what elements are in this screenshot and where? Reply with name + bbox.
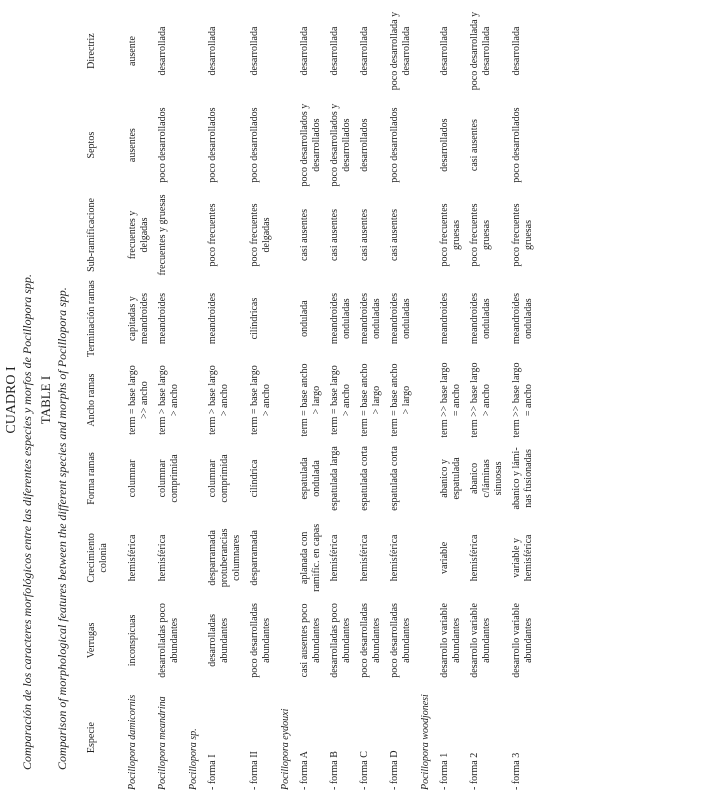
- cell: meandroides onduladas: [469, 293, 492, 345]
- header-especie: Especie: [86, 722, 97, 754]
- header-row: [82, 4, 124, 794]
- species-cell: - forma I: [207, 754, 218, 790]
- cell: poco frecuentes gruesas: [469, 203, 492, 267]
- cell: capitadas y meandroides: [127, 293, 150, 345]
- species-group-cell: Pocillopora woodjonesi: [420, 694, 431, 790]
- header-subramificacion: Sub-ramificacione: [86, 198, 97, 272]
- cell: ausentes: [127, 128, 138, 163]
- cell: columnar comprimida: [157, 454, 180, 503]
- species-cell: - forma C: [359, 751, 370, 790]
- cell: frecuentes y gruesas: [157, 194, 168, 276]
- cell: hemisférica: [329, 534, 340, 582]
- table-row: [386, 4, 416, 794]
- cell: casi ausentes: [329, 209, 340, 261]
- table-title-es: Comparación de los caracteres morfológicos entre las diferentes especies y morfos de Pocillopora spp.: [20, 274, 34, 770]
- cell: espatulada corta: [389, 446, 400, 511]
- cell: poco frecuentes gruesas: [511, 203, 534, 267]
- cell: term > base largo > ancho: [207, 365, 230, 435]
- table-row: [154, 4, 184, 794]
- cell: desarrolladas abundantes: [207, 614, 230, 667]
- table-row: [416, 4, 436, 794]
- table-title-en: Comparison of morphological features between the different species and morphs of Pocillopora spp.: [55, 287, 69, 770]
- cell: variable y hemisférica: [511, 534, 534, 582]
- cell: casi ausentes: [389, 209, 400, 261]
- cell: desarrollada: [439, 26, 450, 76]
- cell: poco desarrollados: [389, 107, 400, 183]
- cell: term >> base largo = ancho: [439, 362, 462, 438]
- cell: poco desarrollados: [207, 107, 218, 183]
- cell: hemisférica: [157, 534, 168, 582]
- species-cell: Pocillopora damicornis: [127, 694, 138, 790]
- cell: poco desarrolladas abundantes: [359, 603, 382, 678]
- cell: desarrollo variable abundantes: [511, 603, 534, 678]
- cell: meandroides: [207, 293, 218, 345]
- species-cell: - forma B: [329, 751, 340, 790]
- header-forma-ramas: Forma ramas: [86, 452, 97, 505]
- cell: poco desarrolladas abundantes: [389, 603, 412, 678]
- table-row: [508, 4, 538, 794]
- cell: desarrollada: [157, 26, 168, 76]
- species-cell: - forma 1: [439, 752, 450, 790]
- cell: meandroides onduladas: [329, 293, 352, 345]
- cell: desparramada protuberancias columnares: [207, 528, 242, 588]
- cell: cilíndrica: [249, 459, 260, 498]
- table-row: [436, 4, 466, 794]
- cell: ausente: [127, 36, 138, 67]
- cell: term > base largo > ancho: [157, 365, 180, 435]
- cell: desarrollo variable abundantes: [469, 603, 492, 678]
- species-group-cell: Pocillopora eydouxi: [280, 708, 291, 790]
- cell: poco desarrollados: [249, 107, 260, 183]
- cell: meandroides onduladas: [511, 293, 534, 345]
- cell: inconspicuas: [127, 614, 138, 667]
- cell: desarrollada: [511, 26, 522, 76]
- cell: columnar comprimida: [207, 454, 230, 503]
- cell: abanico c/láminas sinuosas: [469, 459, 504, 498]
- cell: desarrollada: [249, 26, 260, 76]
- cell: term = base largo > ancho: [249, 365, 272, 435]
- cell: term = base largo >> ancho: [127, 365, 150, 435]
- table-row: [296, 4, 326, 794]
- species-cell: - forma A: [299, 751, 310, 790]
- cell: desarrollada: [359, 26, 370, 76]
- table-row: [276, 4, 296, 794]
- cell: cilíndricas: [249, 297, 260, 340]
- cell: meandroides onduladas: [389, 293, 412, 345]
- cell: columnar: [127, 459, 138, 498]
- cell: poco desarrollados: [511, 107, 522, 183]
- cell: variable: [439, 541, 450, 574]
- header-directriz: Directriz: [86, 33, 97, 69]
- cell: hemisférica: [389, 534, 400, 582]
- cell: desarrollada: [207, 26, 218, 76]
- table-number-es: CUADRO I: [4, 366, 19, 434]
- table-row: [246, 4, 276, 794]
- cell: espatulada larga: [329, 446, 340, 511]
- cell: abanico y lámi-nas fusionadas: [511, 447, 534, 510]
- cell: ondulada: [299, 300, 310, 337]
- morphology-table: [82, 4, 538, 794]
- cell: desarrolladas poco abundantes: [157, 603, 180, 678]
- cell: hemisférica: [469, 534, 480, 582]
- cell: term >> base largo > ancho: [469, 362, 492, 438]
- cell: poco desarrollada y desarrollada: [389, 11, 412, 91]
- cell: espatulada ondulada: [299, 457, 322, 500]
- species-cell: - forma 3: [511, 752, 522, 790]
- cell: poco desarrollada y desarrollada: [469, 11, 492, 91]
- cell: casi ausentes: [299, 209, 310, 261]
- cell: abanico y espatulada: [439, 457, 462, 500]
- cell: term >> base largo = ancho: [511, 362, 534, 438]
- table-number-en: TABLE I: [38, 375, 53, 425]
- cell: meandroides onduladas: [359, 293, 382, 345]
- cell: hemisférica: [359, 534, 370, 582]
- species-cell: Pocillopora meandrina: [157, 696, 168, 790]
- cell: poco frecuentes: [207, 203, 218, 267]
- cell: desarrolladas poco abundantes: [329, 603, 352, 678]
- cell: poco desarrollados: [157, 107, 168, 183]
- cell: hemisférica: [127, 534, 138, 582]
- table-row: [326, 4, 356, 794]
- cell: desarrollada: [329, 26, 340, 76]
- cell: poco desarrolladas abundantes: [249, 603, 272, 678]
- cell: term = base ancho > largo: [359, 363, 382, 437]
- cell: term = base ancho > largo: [389, 363, 412, 437]
- cell: espatulada corta: [359, 446, 370, 511]
- table-row: [124, 4, 154, 794]
- cell: casi ausentes poco abundantes: [299, 603, 322, 678]
- cell: desarrollados: [439, 118, 450, 172]
- cell: meandroides: [439, 293, 450, 345]
- cell: poco desarrollados y desarrollados: [299, 103, 322, 187]
- cell: desarrollada: [299, 26, 310, 76]
- cell: aplanada con ramific. en capas: [299, 523, 322, 592]
- species-group-cell: Pocillopora sp.: [188, 728, 199, 790]
- cell: desparramada: [249, 530, 260, 586]
- cell: poco desarrollados y desarrollados: [329, 103, 352, 187]
- table-row: [356, 4, 386, 794]
- cell: term = base ancho > largo: [299, 363, 322, 437]
- header-terminacion: Terminación ramas: [86, 280, 97, 357]
- header-ancho-ramas: Ancho ramas: [86, 373, 97, 427]
- cell: poco frecuentes gruesas: [439, 203, 462, 267]
- header-verrugas: Verrugas: [86, 622, 97, 659]
- table-row: [204, 4, 246, 794]
- species-cell: - forma 2: [469, 752, 480, 790]
- cell: desarrollados: [359, 118, 370, 172]
- cell: casi ausentes: [359, 209, 370, 261]
- species-cell: - forma II: [249, 751, 260, 790]
- cell: meandroides: [157, 293, 168, 345]
- species-cell: - forma D: [389, 750, 400, 790]
- header-septos: Septos: [86, 131, 97, 159]
- header-crecimiento: Crecimiento colonia: [86, 533, 109, 583]
- cell: term = base largo > ancho: [329, 365, 352, 435]
- cell: desarrollo variable abundantes: [439, 603, 462, 678]
- cell: casi ausentes: [469, 119, 480, 172]
- table-row: [184, 4, 204, 794]
- cell: frecuentes y delgadas: [127, 210, 150, 260]
- table-row: [466, 4, 508, 794]
- cell: poco frecuentes delgadas: [249, 203, 272, 267]
